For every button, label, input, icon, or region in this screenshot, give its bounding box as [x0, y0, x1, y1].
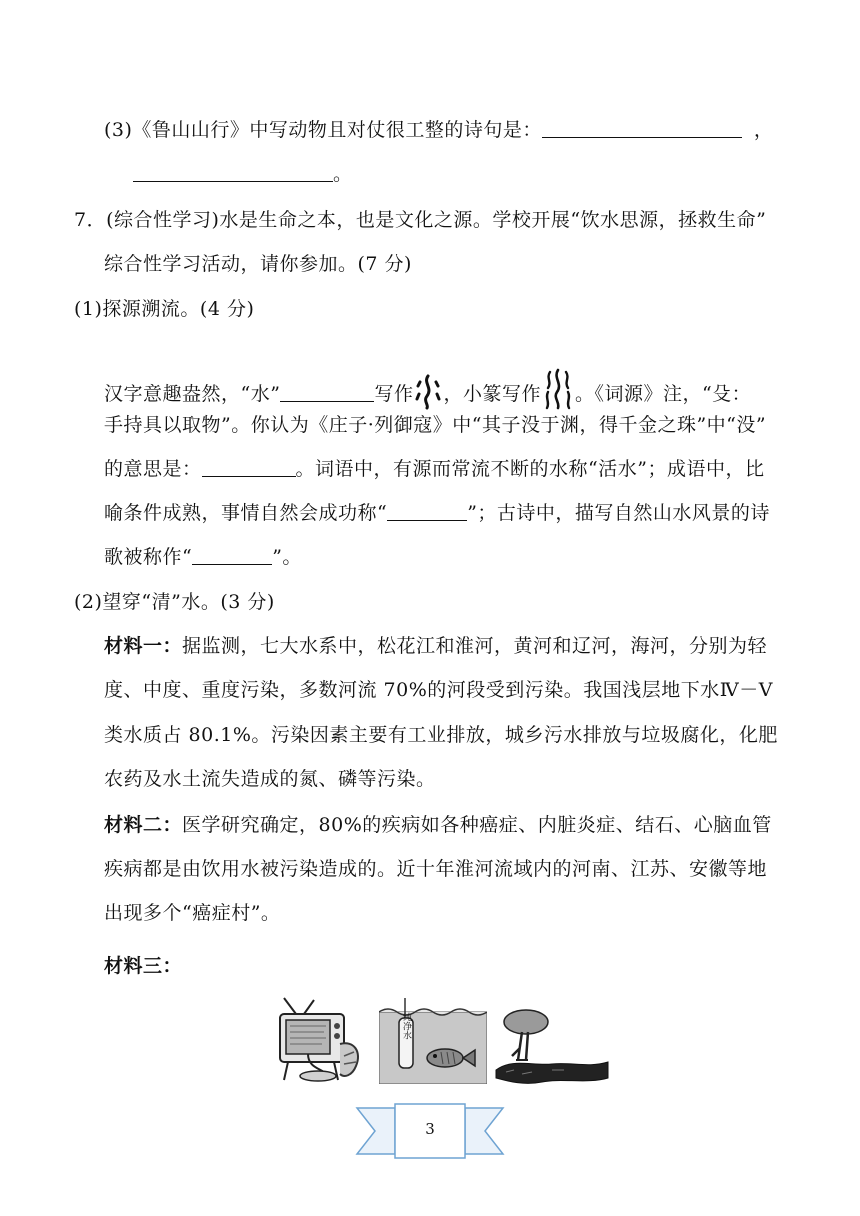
part1-title: (1)探源溯流。(4 分) [74, 298, 255, 320]
answer-blank[interactable] [192, 546, 272, 565]
q6-3-end: 。 [333, 163, 353, 185]
answer-blank[interactable] [202, 458, 296, 477]
water-fish-cartoon-icon [379, 998, 487, 1084]
part2-title: (2)望穿“清”水。(3 分) [74, 591, 275, 613]
q7-line2: 综合性学习活动，请你参加。(7 分) [104, 253, 412, 275]
part1-line1 [104, 368, 751, 410]
q6-3-line2 [133, 162, 353, 186]
part1-line2: 手持具以取物”。你认为《庄子·列御寇》中“其子没于渊，得千金之珠”中“没” [104, 414, 767, 436]
bottle-label: 纯净水 [401, 1012, 411, 1040]
material1-label: 材料一： [104, 635, 183, 657]
q6-3-text: (3)《鲁山山行》中写动物且对仗很工整的诗句是： [104, 119, 542, 141]
part1-text: 喻条件成熟，事情自然会成功称“ [104, 502, 388, 524]
q6-3-line1 [104, 118, 773, 142]
part1-text: ”；古诗中，描写自然山水风景的诗 [467, 502, 770, 524]
page-number: 3 [425, 1120, 435, 1138]
part1-text: 歌被称作“ [104, 546, 193, 568]
material3-label: 材料三： [104, 955, 183, 977]
material2-line3: 出现多个“癌症村”。 [104, 902, 281, 924]
part1-text: 的意思是： [104, 458, 202, 480]
material2-label: 材料二： [104, 814, 183, 836]
material2-line1 [104, 813, 772, 837]
polluted-tree-cartoon-icon [492, 1008, 612, 1086]
part1-line5 [104, 545, 302, 569]
material1-line1 [104, 634, 767, 658]
material1-line4: 农药及水土流失造成的氮、磷等污染。 [104, 768, 436, 790]
part1-text: 汉字意趣盎然，“水” [104, 383, 281, 405]
part1-text: 。《词源》注，“殳： [574, 383, 752, 405]
material2-line2: 疾病都是由饮用水被污染造成的。近十年淮河流域内的河南、江苏、安徽等地 [104, 858, 768, 880]
q7-line1: 7．(综合性学习)水是生命之本，也是文化之源。学校开展“饮水思源，拯救生命” [74, 209, 767, 231]
answer-blank[interactable] [542, 119, 742, 138]
part1-line3 [104, 457, 764, 481]
material1-text: 据监测，七大水系中，松花江和淮河，黄河和辽河，海河，分别为轻 [182, 635, 768, 657]
material1-line3: 类水质占 80.1%。污染因素主要有工业排放，城乡污水排放与垃圾腐化，化肥 [104, 724, 778, 746]
q6-3-comma: ， [753, 119, 774, 141]
oracle-water-glyph-icon [415, 374, 441, 410]
material1-line2: 度、中度、重度污染，多数河流 70%的河段受到污染。我国浅层地下水Ⅳ－Ⅴ [104, 679, 773, 701]
tv-cartoon-icon [274, 996, 374, 1084]
part1-text: 。词语中，有源而常流不断的水称“活水”；成语中，比 [295, 458, 765, 480]
answer-blank[interactable] [133, 163, 333, 182]
seal-water-glyph-icon [543, 368, 573, 410]
part1-text: 写作 [374, 383, 414, 405]
material2-text: 医学研究确定，80%的疾病如各种癌症、内脏炎症、结石、心脑血管 [182, 814, 772, 836]
part1-line4 [104, 501, 770, 525]
part1-text: ，小篆写作 [443, 383, 541, 405]
part1-text: ”。 [272, 546, 302, 568]
answer-blank[interactable] [387, 502, 467, 521]
answer-blank[interactable] [280, 383, 374, 402]
